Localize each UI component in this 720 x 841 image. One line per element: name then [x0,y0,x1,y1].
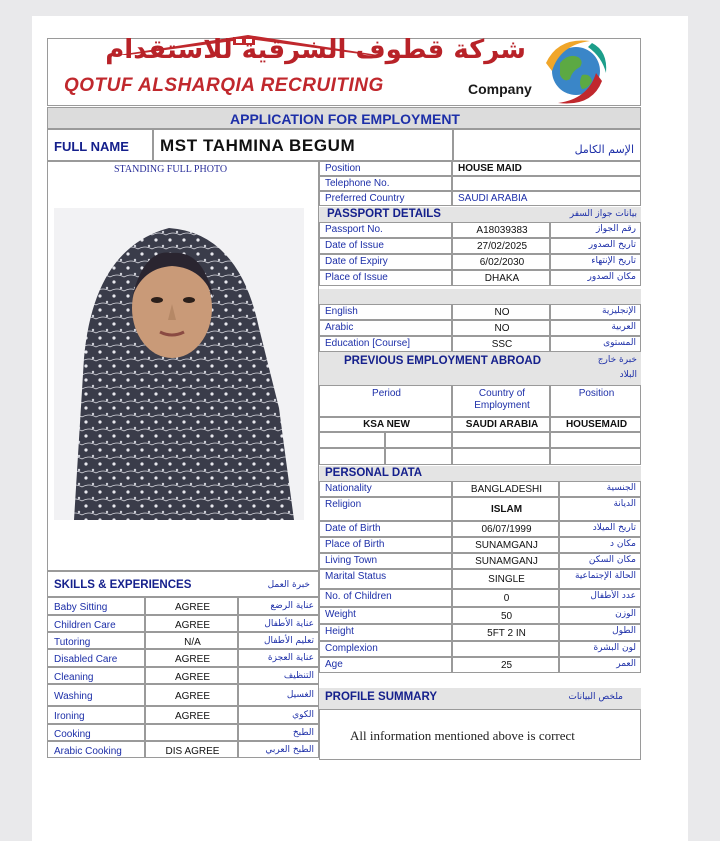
passport-label-cell [319,238,452,254]
personal-value-cell [452,481,559,497]
language-label-cell [319,336,452,352]
skill-arabic: عناية الرضع [270,601,314,611]
position-value-cell [452,176,641,191]
skill-label: Children Care [54,619,116,631]
personal-value: 0 [503,593,510,604]
prev-employment-header-band [319,352,641,385]
personal-label: Complexion [325,643,378,654]
skills-header-cell [47,571,319,597]
personal-label: Marital Status [325,571,387,582]
position-label: Telephone No. [325,178,390,189]
skill-value: AGREE [174,602,210,613]
personal-value: 25 [500,660,513,671]
language-arabic-cell [550,336,641,352]
prev-employment-cell [550,417,641,432]
passport-header-band [319,207,641,222]
personal-label: Religion [325,499,362,510]
company-header [47,35,641,106]
company-word: Company [468,81,532,97]
skill-value: N/A [184,636,201,648]
skill-label-cell [47,724,145,741]
position-value: HOUSE MAID [458,163,522,174]
skills-title: SKILLS & EXPERIENCES [54,579,192,591]
personal-label: Nationality [325,483,372,494]
passport-arabic: رقم الجواز [595,224,636,234]
passport-arabic: مكان الصدور [587,272,636,282]
skill-arabic-cell [238,615,319,632]
skill-value: AGREE [174,619,210,631]
personal-arabic: الجنسية [606,483,636,493]
position-label: Position [325,163,361,174]
skill-label: Arabic Cooking [54,745,122,757]
language-arabic: المستوى [603,338,636,348]
personal-arabic: العمر [616,659,636,669]
full-name-label: FULL NAME [54,139,129,154]
personal-arabic-cell [559,657,641,673]
personal-value-cell [452,553,559,569]
passport-value-cell [452,270,550,286]
skill-value-cell [145,684,238,706]
skill-value-cell [145,597,238,615]
skill-value-cell [145,632,238,649]
passport-title: PASSPORT DETAILS [327,208,441,220]
language-value-cell [452,304,550,320]
personal-value-cell [452,569,559,589]
form-title: APPLICATION FOR EMPLOYMENT [230,111,460,127]
personal-arabic: الحالة الإجتماعية [575,571,636,581]
latin-company-name: QOTUF ALSHARQIA RECRUITING [64,75,384,96]
skill-arabic-cell [238,632,319,649]
skill-value-cell [145,615,238,632]
personal-label-cell [319,521,452,537]
language-arabic-cell [550,320,641,336]
skill-value-cell [145,649,238,667]
personal-value: 06/07/1999 [481,524,532,535]
prev-employment-title: PREVIOUS EMPLOYMENT ABROAD [344,355,542,367]
personal-label: Living Town [325,555,378,566]
passport-arabic: تاريخ الإنتهاء [591,256,636,266]
passport-arabic-cell [550,222,641,238]
prev-employment-col-label: Period [372,388,401,399]
personal-label: Age [325,659,343,670]
personal-label: No. of Children [325,591,392,602]
language-label: English [325,306,358,317]
personal-label-cell [319,553,452,569]
skill-arabic: الكوي [292,710,314,720]
skill-arabic: عناية الأطفال [264,618,314,629]
position-label-cell [319,161,452,176]
prev-employment-position: HOUSEMAID [565,419,628,430]
skill-arabic-cell [238,741,319,758]
passport-label-cell [319,222,452,238]
passport-arabic-cell [550,270,641,286]
skill-label: Ironing [54,711,85,722]
personal-arabic: لون البشرة [593,643,636,653]
prev-employment-cell [319,417,452,432]
personal-label-cell [319,481,452,497]
personal-label-cell [319,657,452,673]
prev-employment-empty-cell [319,448,385,465]
personal-arabic-cell [559,553,641,569]
profile-header-band [319,688,641,709]
skill-label-cell [47,684,145,706]
personal-arabic: مكان السكن [588,555,636,565]
prev-employment-empty-cell [385,448,452,465]
language-value: SSC [491,339,513,350]
passport-label-cell [319,254,452,270]
skill-label: Washing [54,691,93,702]
prev-employment-country: SAUDI ARABIA [465,419,539,430]
personal-arabic: الوزن [615,609,636,619]
skill-label: Cleaning [54,671,94,683]
prev-employment-period: KSA NEW [363,419,410,430]
position-label-cell [319,176,452,191]
skill-label-cell [47,597,145,615]
personal-arabic-cell [559,537,641,553]
photo-label: STANDING FULL PHOTO [114,164,228,175]
personal-value: SUNAMGANJ [475,540,538,551]
passport-value-cell [452,238,550,254]
personal-label-cell [319,624,452,641]
position-value-cell [452,191,641,206]
position-value: SAUDI ARABIA [458,193,528,204]
personal-value-cell [452,497,559,521]
skill-arabic-cell [238,724,319,741]
personal-arabic: الطول [612,626,636,636]
skill-arabic-cell [238,667,319,684]
skill-arabic: التنظيف [283,670,314,681]
personal-value: 5FT 2 IN [487,627,526,639]
personal-label-cell [319,589,452,607]
skill-label: Disabled Care [54,654,118,665]
skill-value: AGREE [174,671,210,683]
personal-arabic: الديانة [613,499,636,509]
position-label-cell [319,191,452,206]
passport-label: Date of Issue [325,240,384,251]
skill-value: DIS AGREE [165,745,220,757]
skill-label-cell [47,632,145,649]
personal-value-cell [452,589,559,607]
skill-value-cell [145,741,238,758]
passport-value: A18039383 [476,225,528,236]
passport-label: Passport No. [325,224,383,235]
personal-value: BANGLADESHI [470,484,543,495]
applicant-photo [54,208,304,520]
language-arabic-cell [550,304,641,320]
passport-title-arabic: بيانات جواز السفر [569,209,637,219]
personal-arabic-cell [559,497,641,521]
passport-arabic-cell [550,238,641,254]
skill-value-cell [145,724,238,741]
prev-employment-col-header [550,385,641,417]
language-arabic: الإنجليزية [602,306,636,316]
passport-value-cell [452,222,550,238]
skill-arabic: الطبخ العربي [265,744,314,755]
passport-label-cell [319,270,452,286]
skill-value: AGREE [174,654,210,665]
personal-arabic: تاريخ الميلاد [592,523,636,533]
passport-value: DHAKA [484,273,520,284]
skill-arabic-cell [238,706,319,724]
personal-value: SINGLE [488,574,525,585]
personal-label: Date of Birth [325,523,381,534]
personal-label-cell [319,497,452,521]
personal-arabic-cell [559,569,641,589]
prev-employment-empty-cell [452,448,550,465]
language-label-cell [319,320,452,336]
passport-arabic-cell [550,254,641,270]
personal-title: PERSONAL DATA [325,467,423,479]
skill-arabic-cell [238,649,319,667]
personal-arabic-cell [559,624,641,641]
arabic-company-name: شركة قطوف الشرقية للاستقدام [105,35,526,65]
profile-title: PROFILE SUMMARY [325,691,438,703]
skills-title-arabic: خبرة العمل [267,580,310,590]
passport-label: Place of Issue [325,272,388,283]
prev-employment-empty-cell [452,432,550,448]
skill-arabic: الغسيل [286,690,314,700]
personal-arabic-cell [559,521,641,537]
passport-spacer-band [319,289,641,304]
personal-arabic-cell [559,481,641,497]
passport-value: 27/02/2025 [476,241,528,252]
skill-label-cell [47,615,145,632]
skill-label-cell [47,741,145,758]
personal-label: Weight [325,609,356,620]
personal-arabic: مكان د [609,539,636,549]
skill-value-cell [145,706,238,724]
globe-logo-icon [536,33,616,111]
position-label: Preferred Country [325,193,405,204]
personal-arabic: عدد الأطفال [590,591,636,601]
language-value: NO [494,307,510,318]
prev-employment-empty-cell [319,432,385,448]
skill-arabic-cell [238,684,319,706]
profile-text-cell [319,709,641,760]
skill-arabic: تعليم الأطفال [263,635,314,646]
personal-value: 50 [500,610,513,622]
prev-employment-empty-cell [550,448,641,465]
personal-label: Height [325,626,354,637]
photo-cell [47,161,319,571]
skill-arabic: الطبخ [292,727,314,738]
personal-value: SUNAMGANJ [475,556,538,567]
personal-value-cell [452,624,559,641]
skill-label: Tutoring [54,636,91,648]
skill-value-cell [145,667,238,684]
profile-text: All information mentioned above is correct [350,728,575,743]
skill-label: Cooking [54,728,91,740]
personal-value-cell [452,641,559,657]
skill-arabic-cell [238,597,319,615]
prev-employment-arabic-1: خبرة خارج [597,355,637,365]
personal-label-cell [319,607,452,624]
personal-value-cell [452,537,559,553]
personal-label-cell [319,537,452,553]
skill-value: AGREE [174,691,210,702]
prev-employment-col-label: Position [578,388,615,399]
skill-arabic: عناية العجزة [267,653,314,663]
skill-value: AGREE [174,711,210,722]
passport-value: 6/02/2030 [479,257,525,268]
language-label-cell [319,304,452,320]
skill-label-cell [47,649,145,667]
language-label: Arabic [325,322,354,333]
skill-label-cell [47,667,145,684]
passport-arabic: تاريخ الصدور [588,240,636,250]
passport-label: Date of Expiry [325,256,388,267]
language-label: Education [Course] [325,338,411,349]
prev-employment-col-label: Country of Employment [474,388,530,411]
personal-arabic-cell [559,641,641,657]
prev-employment-cell [452,417,550,432]
prev-employment-col-header [319,385,452,417]
personal-arabic-cell [559,607,641,624]
position-value-cell [452,161,641,176]
personal-value-cell [452,657,559,673]
personal-arabic-cell [559,589,641,607]
full-name-arabic-cell [453,129,641,161]
profile-title-arabic: ملخص البيانات [568,692,623,702]
personal-label-cell [319,641,452,657]
full-name-value: MST TAHMINA BEGUM [160,136,356,155]
personal-value-cell [452,607,559,624]
personal-value: ISLAM [490,504,523,515]
personal-header-band [319,466,641,481]
language-value-cell [452,320,550,336]
prev-employment-empty-cell [550,432,641,448]
form-title-bar [47,107,641,129]
skill-label: Baby Sitting [54,602,108,613]
application-form [47,35,641,760]
language-arabic: العربية [611,322,636,332]
passport-value-cell [452,254,550,270]
full-name-label-cell [47,129,153,161]
skill-label-cell [47,706,145,724]
personal-label-cell [319,569,452,589]
personal-label: Place of Birth [325,539,385,550]
language-value-cell [452,336,550,352]
prev-employment-col-header [452,385,550,417]
personal-value-cell [452,521,559,537]
prev-employment-arabic-2: البلاد [619,370,637,380]
prev-employment-empty-cell [385,432,452,448]
full-name-value-cell [153,129,453,161]
language-value: NO [494,323,510,334]
full-name-arabic: الإسم الكامل [574,143,634,156]
